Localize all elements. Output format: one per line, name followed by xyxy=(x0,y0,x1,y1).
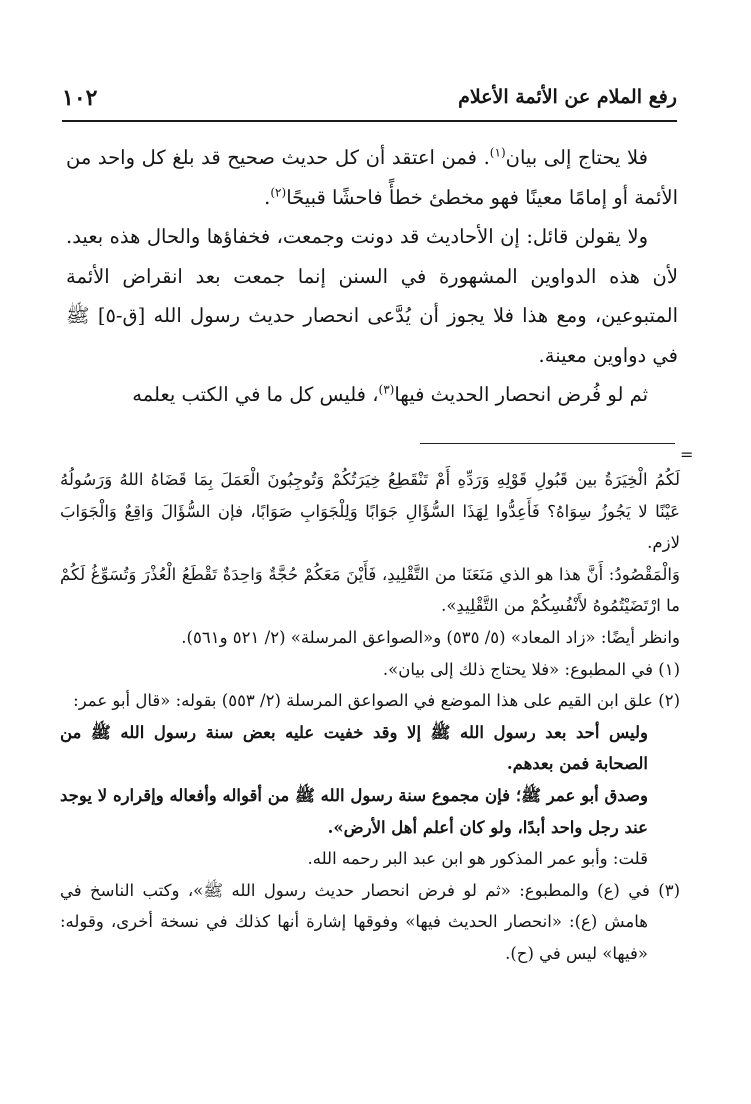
footnote-1: (١) في المطبوع: «فلا يحتاج ذلك إلى بيان». xyxy=(382,659,680,679)
footnote-continuation-line: لَكُمُ الْخِيَرَةُ بين قَبُولِ قَوْلِهِ وَرَدِّهِ أَمْ تَنْقَطِعُ خِيَرَتُكُمْ وَتُوجِبُونَ الْعَمَلَ بِمَا قَضَاهُ اللهُ وَرَسُولُهُ عَيْنًا لا يَجُوزُ سِوَاهُ؟ فَأَعِدُّوا لِهَذَا السُّؤَالِ جَوَابًا وَلِلْجَوَابِ صَوَابًا، فإن السُّؤَالَ وَاقِعٌ وَالْجَوَابَ لازم. xyxy=(60,470,680,553)
footnote-2-closing: قلت: وأبو عمر المذكور هو ابن عبد البر رحمه الله. xyxy=(307,849,648,869)
paragraph: فلا يحتاج إلى بيان$^{(١)}$. فمن اعتقد أن كل حديث صحيح قد بلغ كل واحد من الأئمة أو إمامًا معينًا فهو مخطئ خطأً فاحشًا قبيحًا$^{(٢)}$. xyxy=(66,145,678,209)
footnote-ref: (١) xyxy=(489,145,506,160)
header-rule xyxy=(62,120,677,122)
footnote-3: (٣) في (ع) والمطبوع: «ثم لو فرض انحصار حديث رسول الله ﷺ»، وكتب الناسخ في هامش (ع): «انحصار الحديث فيها» وفوقها إشارة أنها كذلك في نسخة أخرى، وقوله: «فيها» ليس في (ح). xyxy=(60,880,681,963)
footnote-continuation-line: وانظر أيضًا: «زاد المعاد» (٥/ ٥٣٥) و«الصواعق المرسلة» (٢/ ٥٢١ و٥٦١). xyxy=(181,627,680,647)
main-text xyxy=(66,138,678,415)
footnote-2-quote: وليس أحد بعد رسول الله ﷺ إلا وقد خفيت عليه بعض سنة رسول الله ﷺ من الصحابة فمن بعدهم. xyxy=(60,722,648,774)
footnotes xyxy=(60,464,680,970)
footnote-ref: (٣) xyxy=(378,382,395,397)
page-number: ١٠٢ xyxy=(62,85,98,111)
footnote-2-quote: وصدق أبو عمر ﷺ؛ فإن مجموع سنة رسول الله ﷺ من أقواله وأفعاله وإقراره لا يوجد عند رجل واحد أبدًا، ولو كان أعلم أهل الأرض». xyxy=(60,785,648,837)
paragraph: ولا يقولن قائل: إن الأحاديث قد دونت وجمعت، فخفاؤها والحال هذه بعيد. لأن هذه الدواوين المشهورة في السنن إنما جمعت بعد انقراض الأئمة المتبوعين، ومع هذا فلا يجوز أن يُدَّعى انحصار حديث رسول الله [ق-٥] ﷺ في دواوين معينة. xyxy=(66,225,678,367)
footnote-separator xyxy=(420,443,675,444)
footnote-ref: (٢) xyxy=(270,185,287,199)
running-header xyxy=(62,82,677,116)
continuation-marker: = xyxy=(680,445,694,464)
running-title: رفع الملام عن الأئمة الأعلام xyxy=(458,86,677,108)
footnote-2: (٢) علق ابن القيم على هذا الموضع في الصواعق المرسلة (٢/ ٥٥٣) بقوله: «قال أبو عمر: xyxy=(73,691,680,711)
footnote-continuation-line: وَالْمَقْصُودُ: أَنَّ هذا هو الذي مَنَعَنَا من التَّقْلِيدِ، فَأَيْنَ مَعَكُمْ حُجَّةٌ وَاحِدَةٌ تَقْطَعُ الْعُذْرَ وَتُسَوِّغُ لَكُمْ ما ارْتَضَيْتُمُوهُ لأَنْفُسِكُمْ من التَّقْلِيدِ». xyxy=(60,564,680,616)
paragraph: ثم لو فُرض انحصار الحديث فيها$^{(٣)}$، فليس كل ما في الكتب يعلمه xyxy=(132,382,648,406)
